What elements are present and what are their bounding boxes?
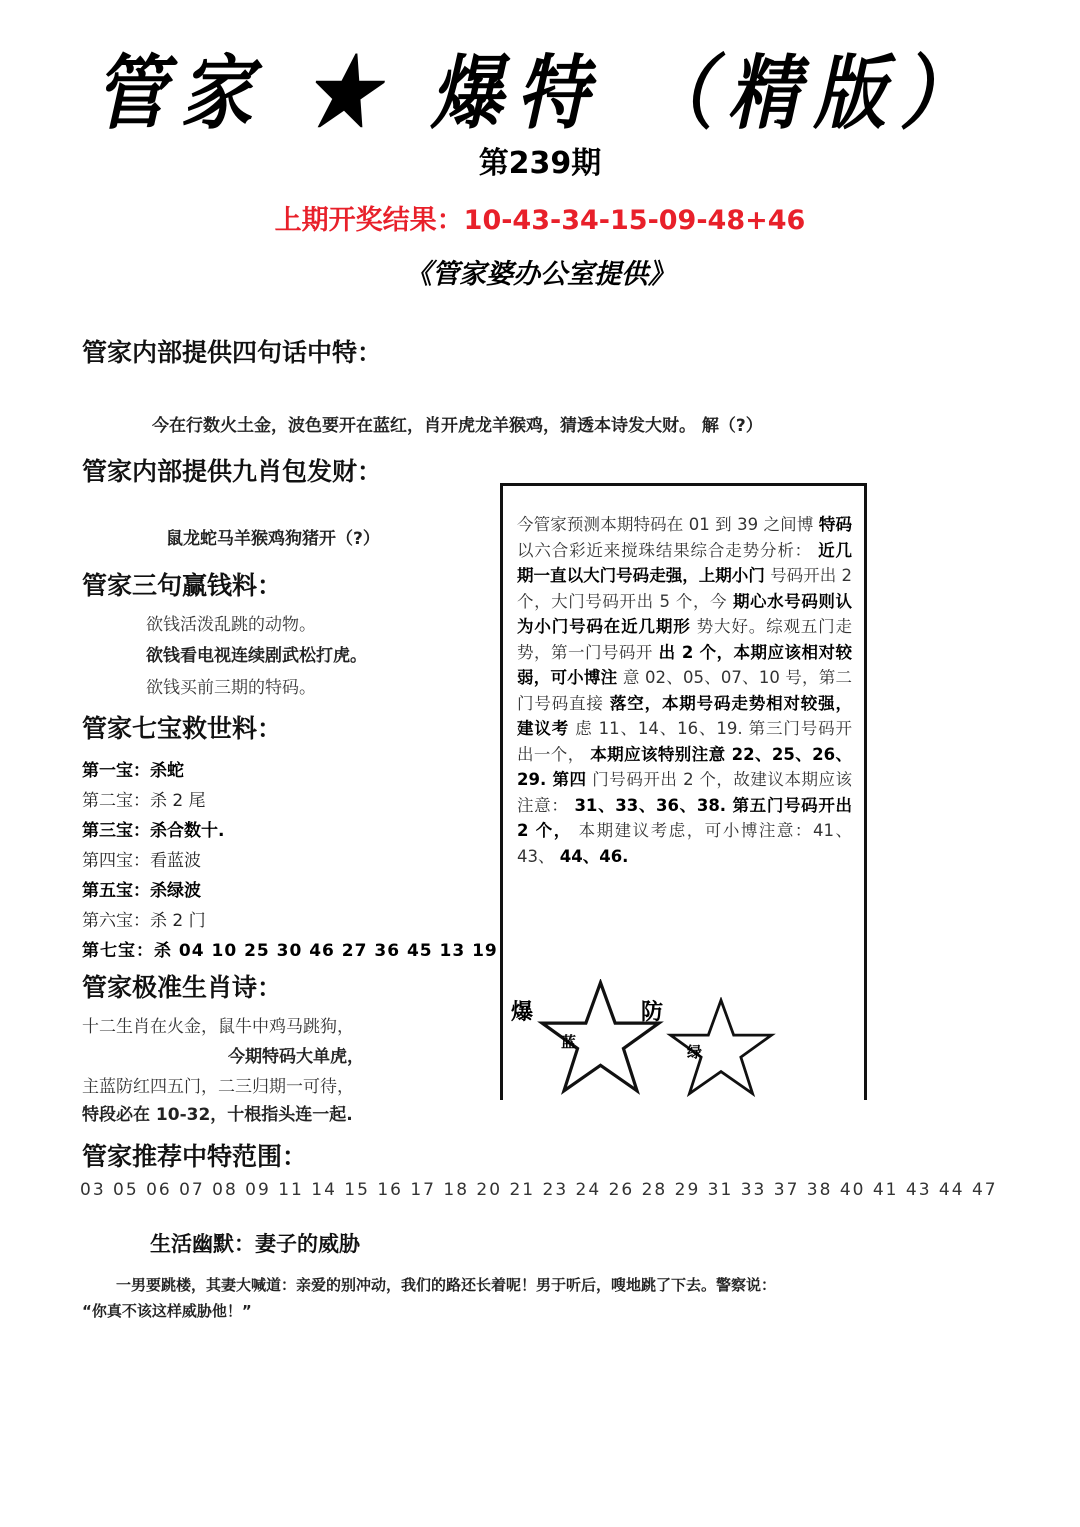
analysis-line-15: 本期建议考虑，可小博注意：41、43、: [517, 821, 852, 866]
zodiac-poem-line-2: 今期特码大单虎，: [228, 1047, 364, 1067]
star-1-outer-label: 爆: [511, 999, 534, 1025]
star-group: [505, 975, 865, 1095]
issue-number: 第239期: [478, 146, 602, 181]
last-draw-numbers: 10-43-34-15-09-48+46: [463, 205, 806, 236]
recommended-range-numbers: 03 05 06 07 08 09 11 14 15 16 17 18 20 21 23 24 26 28 29 31 33 37 38 40 41 43 44 47: [80, 1180, 998, 1200]
humor-paragraph-line-1: 一男要跳楼，其妻大喊道：亲爱的别冲动，我们的路还长着呢！男于听后，嗖地跳了下去。警察说：: [116, 1276, 777, 1294]
star-2-outer-label: 防: [641, 999, 664, 1025]
provider-line: 《管家婆办公室提供》: [405, 259, 675, 290]
treasure-row-3: 第三宝：杀合数十.: [82, 821, 225, 841]
heading-seven-treasure: 管家七宝救世料：: [82, 714, 283, 743]
analysis-line-7: 势大好。综观五门走势，第一门号码开: [517, 617, 853, 662]
analysis-line-8: 出 2 个，本期应该相对较弱，可小博注: [517, 642, 852, 687]
nine-zodiac-text: 鼠龙蛇马羊猴鸡狗猪开（?）: [166, 529, 380, 549]
analysis-line-14: 31、33、36、38. 第五门号码开出 2 个，: [517, 795, 853, 840]
four-phrase-text: 今在行数火土金，波色要开在蓝红，肖开虎龙羊猴鸡，猜透本诗发大财。 解（?）: [152, 416, 763, 436]
analysis-line-10: 落空，本期号码走势相对较强，建议考: [517, 693, 853, 738]
analysis-line-2: 特码: [818, 515, 852, 534]
analysis-line-11: 虑 11、14、16、19. 第三门号码开出一个，: [517, 719, 853, 764]
treasure-row-6: 第六宝：杀 2 门: [82, 911, 206, 931]
heading-nine-zodiac: 管家内部提供九肖包发财：: [82, 457, 383, 486]
treasure-row-7: 第七宝：杀 04 10 25 30 46 27 36 45 13 19: [82, 941, 498, 961]
page-title: 管家 ★ 爆特 （精版）: [94, 44, 986, 140]
three-phrase-line-1: 欲钱活泼乱跳的动物。: [146, 615, 316, 635]
analysis-text: [517, 512, 852, 869]
humor-paragraph-line-2: “你真不该这样威胁他！”: [82, 1302, 252, 1320]
humor-paragraph: [82, 1272, 982, 1324]
heading-range: 管家推荐中特范围：: [82, 1142, 308, 1171]
treasure-row-5: 第五宝：杀绿波: [82, 881, 201, 901]
zodiac-poem-line-1: 十二生肖在火金，鼠牛中鸡马跳狗，: [82, 1017, 354, 1037]
three-phrase-line-3: 欲钱买前三期的特码。: [146, 678, 316, 698]
zodiac-poem-line-3: 主蓝防红四五门，二三归期一可待，: [82, 1077, 354, 1097]
treasure-row-2: 第二宝：杀 2 尾: [82, 791, 206, 811]
analysis-line-9: 意 02、05、07、10 号，第二门号码直接: [517, 668, 853, 713]
star-item-2: [641, 997, 797, 1103]
analysis-line-1: 今管家预测本期特码在 01 到 39 之间博: [517, 515, 814, 534]
analysis-line-13: 门号码开出 2 个，故建议本期应该注意：: [517, 770, 852, 815]
analysis-line-5: 号码开出 2 个，大门号码开出 5 个，今: [517, 566, 853, 611]
humor-heading: 生活幽默：妻子的威胁: [150, 1232, 360, 1256]
analysis-line-6: 期心水号码则认为小门号码在近几期形: [517, 591, 852, 636]
heading-zodiac-poem: 管家极准生肖诗：: [82, 973, 283, 1002]
three-phrase-line-2: 欲钱看电视连续剧武松打虎。: [146, 646, 367, 666]
analysis-line-3: 以六合彩近来搅珠结果综合走势分析：: [517, 540, 813, 560]
last-draw-label: 上期开奖结果：: [274, 205, 464, 236]
heading-three-phrase: 管家三句赢钱料：: [82, 571, 283, 600]
analysis-line-4: 近几期一直以大门号码走强，上期小门: [517, 540, 853, 585]
star-2-inner-label: 绿: [687, 1043, 703, 1061]
star-1-inner-label: 蓝: [561, 1033, 577, 1051]
treasure-row-4: 第四宝：看蓝波: [82, 851, 201, 871]
star-outline-icon: [645, 997, 797, 1099]
analysis-line-16: 44、46.: [559, 846, 629, 866]
treasure-row-1: 第一宝：杀蛇: [82, 761, 184, 781]
zodiac-poem-line-4: 特段必在 10-32，十根指头连一起.: [82, 1105, 353, 1125]
heading-four-phrase: 管家内部提供四句话中特：: [82, 338, 383, 367]
last-draw-result: [0, 198, 1080, 237]
analysis-line-12: 本期应该特别注意 22、25、26、29. 第四: [517, 744, 853, 789]
